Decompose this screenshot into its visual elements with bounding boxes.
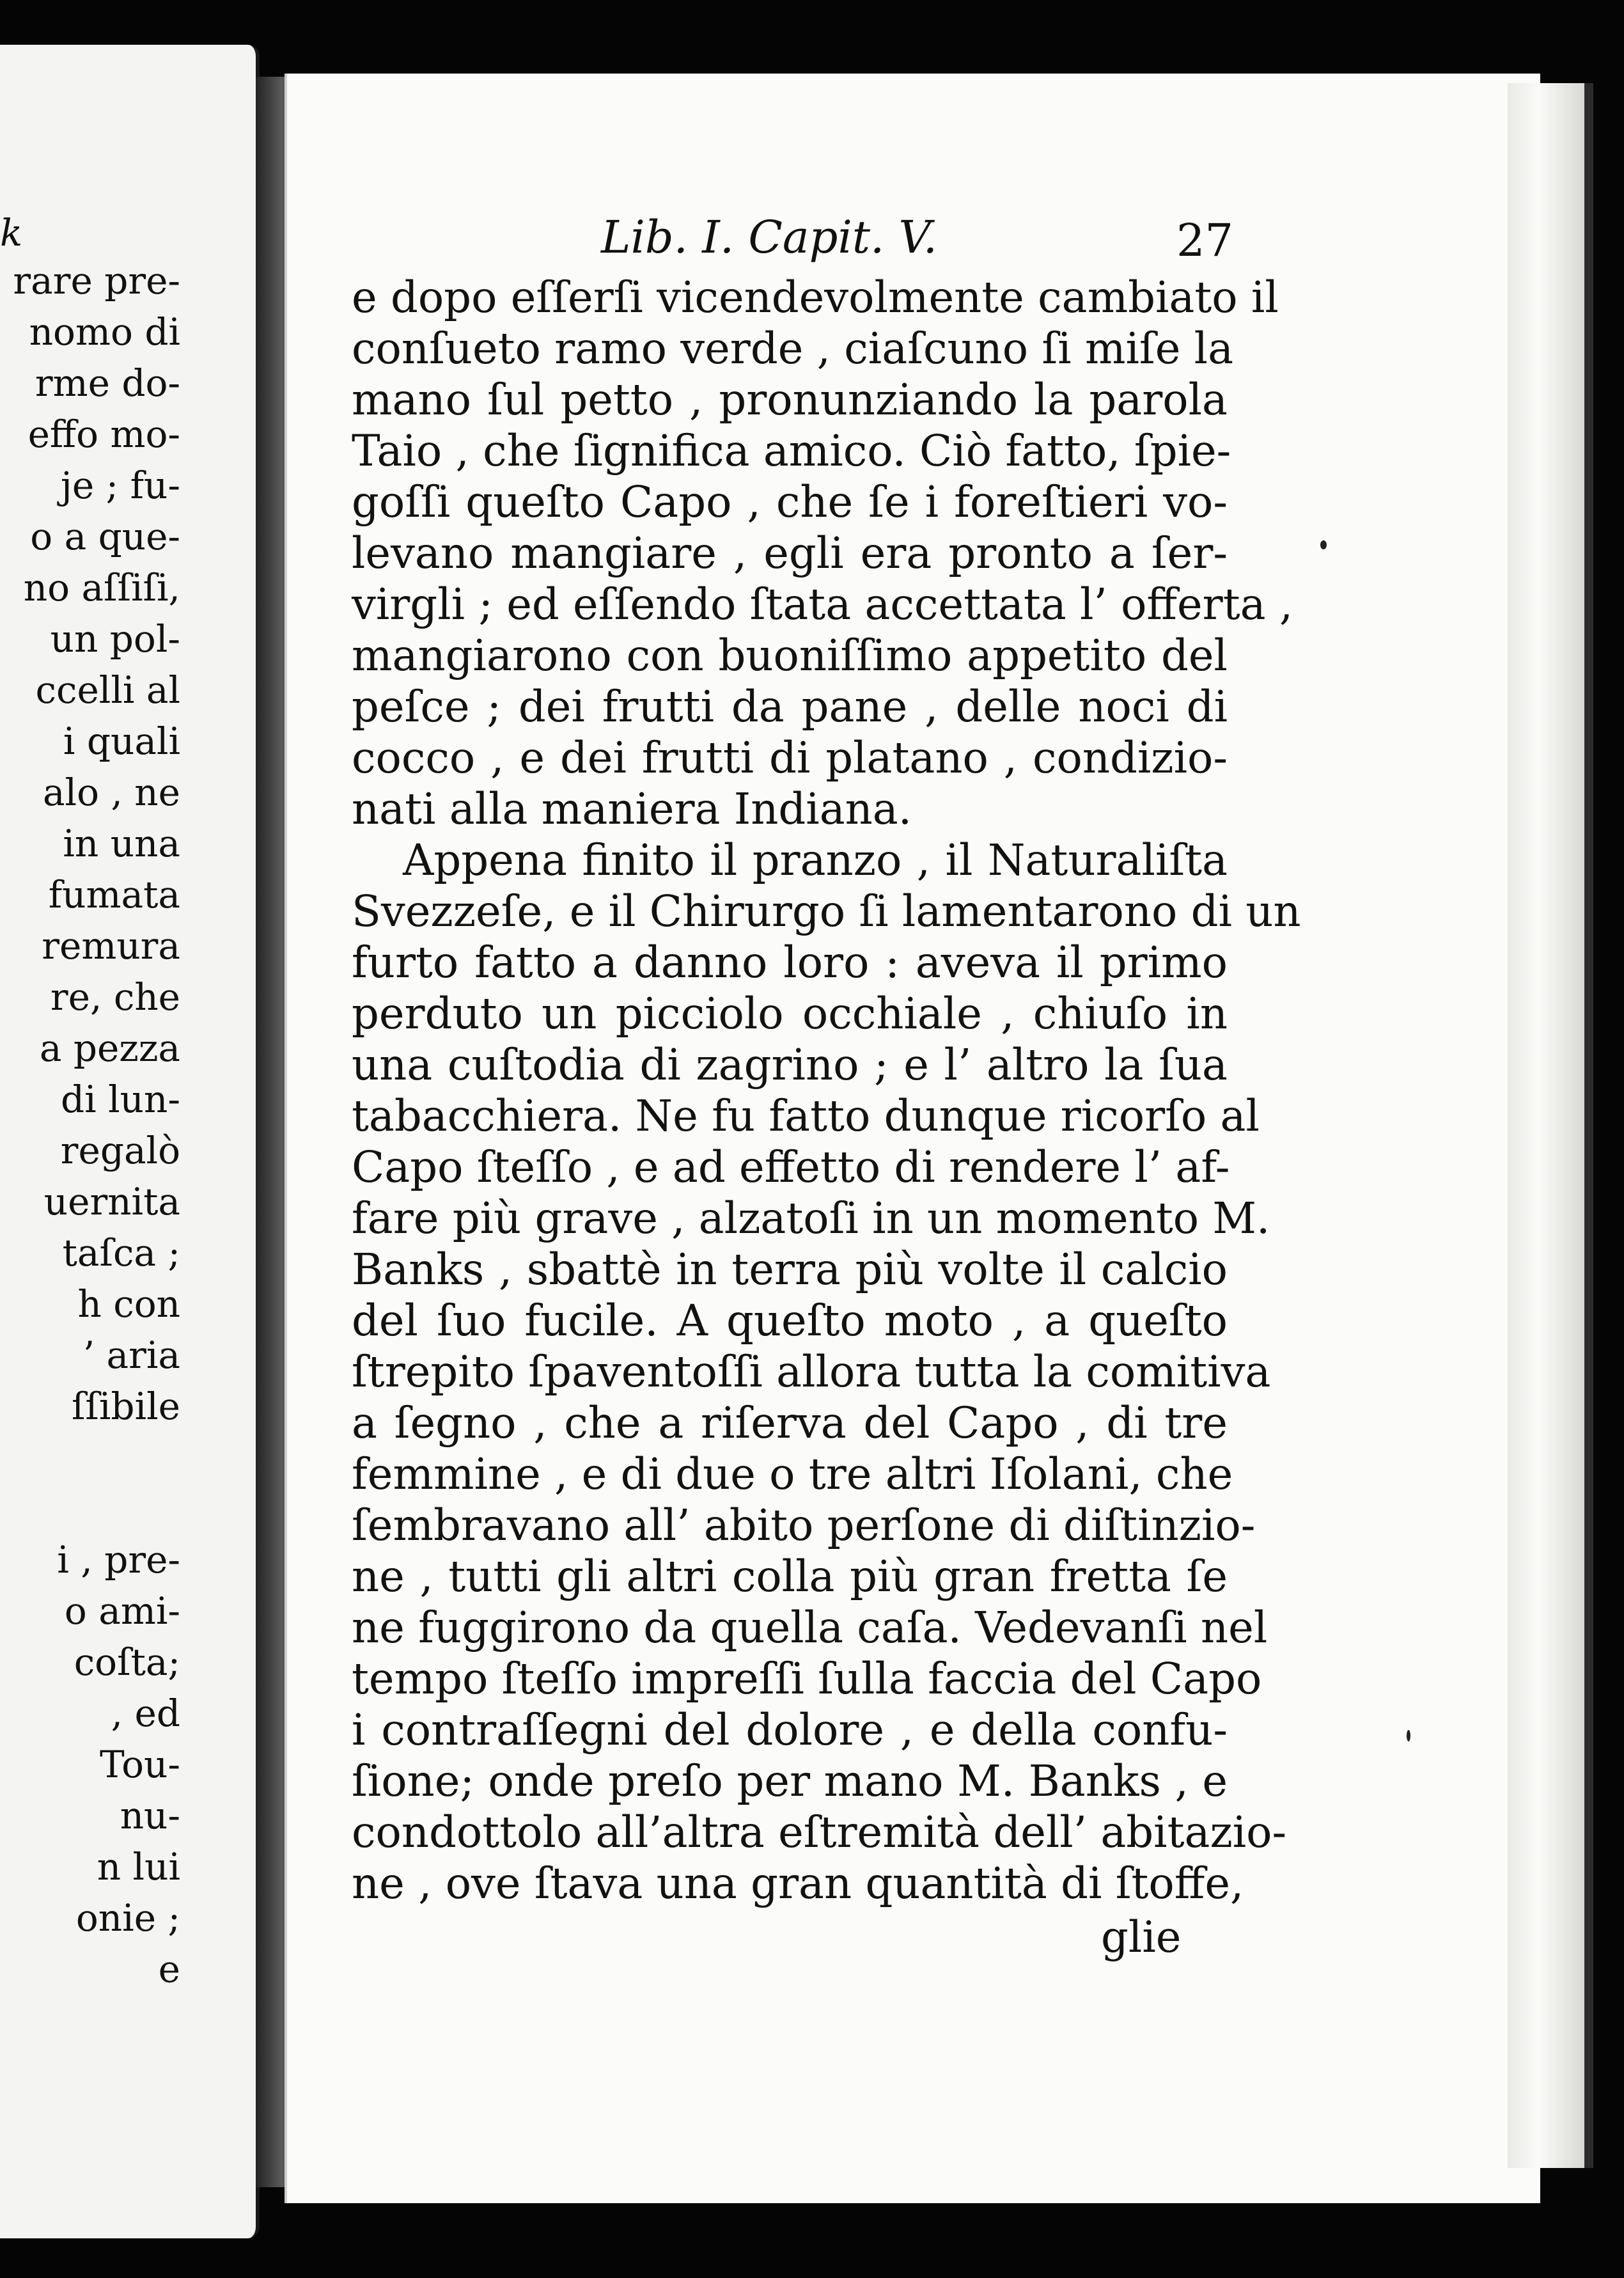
left-text-line: uernita xyxy=(43,1180,180,1223)
text-line: tempo ſteſſo impreſſi ſulla faccia del Capo xyxy=(352,1654,1262,1704)
text-line: Appena finito il pranzo , il Naturaliſta xyxy=(403,835,1228,885)
catchword: glie xyxy=(1101,1912,1182,1962)
text-line: conſueto ramo verde , ciaſcuno ſi miſe la xyxy=(352,324,1234,373)
text-line: e dopo eſſerſi vicendevolmente cambiato il xyxy=(352,272,1279,322)
left-text-line: taſca ; xyxy=(62,1231,180,1275)
left-text-line: ſſibile xyxy=(71,1385,180,1428)
text-line: virgli ; ed eſſendo ſtata accettata l’ offerta , xyxy=(352,579,1293,629)
text-line: condottolo all’altra eſtremità dell’ abitazio- xyxy=(352,1807,1287,1857)
left-text-line: k xyxy=(0,211,23,255)
text-line: mano ſul petto , pronunziando la parola xyxy=(352,375,1228,425)
left-text-line: h con xyxy=(77,1282,180,1326)
body-text xyxy=(352,272,1301,1909)
page-edge xyxy=(1508,83,1593,2168)
text-line: ſtrepito ſpaventoſſi allora tutta la comitiva xyxy=(352,1347,1271,1397)
left-text-line: di lun- xyxy=(61,1078,180,1121)
left-text-line: , ed xyxy=(111,1692,180,1735)
left-text-line: remura xyxy=(42,924,180,968)
left-text-line: coſta; xyxy=(74,1640,180,1684)
text-line: fare più grave , alzatoſi in un momento M. xyxy=(352,1193,1270,1243)
left-text-line: no aſſiſi, xyxy=(23,566,180,609)
left-page xyxy=(0,45,260,2238)
text-line: del ſuo fucile. A queſto moto , a queſto xyxy=(352,1296,1228,1346)
text-line: una cuſtodia di zagrino ; e l’ altro la ſua xyxy=(352,1040,1228,1090)
left-text-line: nu- xyxy=(120,1794,180,1837)
left-text-line: rare pre- xyxy=(13,259,180,302)
text-line: ſembravano all’ abito perſone di diſtinzio- xyxy=(352,1500,1256,1550)
text-line: ſione; onde preſo per mano M. Banks , e xyxy=(352,1756,1228,1806)
left-text-line: o ami- xyxy=(64,1589,180,1633)
left-text-line: un pol- xyxy=(50,617,180,661)
left-text-line: i quali xyxy=(63,719,180,763)
left-text-line: nomo di xyxy=(29,310,180,354)
left-text-line: in una xyxy=(63,822,180,865)
left-text-line: rme do- xyxy=(35,361,180,405)
text-line: i contraſſegni del dolore , e della confu- xyxy=(352,1705,1228,1755)
text-line: ne , tutti gli altri colla più gran fretta ſe xyxy=(352,1551,1228,1601)
text-line: mangiarono con buoniſſimo appetito del xyxy=(352,631,1228,680)
left-text-line: o a que- xyxy=(30,515,180,558)
left-text-line: a pezza xyxy=(39,1026,180,1070)
left-text-line: ccelli al xyxy=(35,668,180,712)
left-text-line: re, che xyxy=(50,975,180,1019)
text-line: perduto un picciolo occhiale , chiuſo in xyxy=(352,989,1228,1039)
left-text-line: effo mo- xyxy=(27,412,180,456)
left-text-line: fumata xyxy=(48,873,180,916)
text-line: femmine , e di due o tre altri Iſolani, che xyxy=(352,1449,1233,1499)
left-text-line: ’ aria xyxy=(82,1333,180,1377)
page-number: 27 xyxy=(1176,214,1234,267)
ink-speck xyxy=(1320,540,1327,549)
text-line: peſce ; dei frutti da pane , delle noci di xyxy=(352,682,1228,732)
left-text-line: i , pre- xyxy=(57,1538,180,1582)
text-line: furto fatto a danno loro : aveva il primo xyxy=(352,938,1228,987)
text-line: goſſi queſto Capo , che ſe i foreſtieri vo- xyxy=(352,477,1228,527)
text-line: Taio , che ſignifica amico. Ciò fatto, ſpie- xyxy=(352,426,1231,476)
text-line: a ſegno , che a riſerva del Capo , di tre xyxy=(352,1398,1228,1448)
text-line: nati alla maniera Indiana. xyxy=(352,784,912,834)
ink-speck xyxy=(1407,1730,1410,1741)
left-text-line: onie ; xyxy=(75,1896,180,1940)
left-text-line: alo , ne xyxy=(42,771,180,814)
text-line: Banks , sbattè in terra più volte il calcio xyxy=(352,1245,1228,1294)
text-line: Svezzeſe, e il Chirurgo ſi lamentarono di un xyxy=(352,886,1301,936)
left-text-line: je ; fu- xyxy=(60,464,180,507)
text-line: Capo ſteſſo , e ad effetto di rendere l’ af- xyxy=(352,1142,1230,1192)
left-text-line: n lui xyxy=(97,1845,180,1889)
text-line: ne fuggirono da quella caſa. Vedevanſi nel xyxy=(352,1603,1268,1653)
text-line: cocco , e dei frutti di platano , condizio- xyxy=(352,733,1228,783)
text-line: ne , ove ſtava una gran quantità di ſtoffe, xyxy=(352,1858,1244,1908)
running-head: Lib. I. Capit. V. xyxy=(601,211,938,263)
left-text-line: regalò xyxy=(60,1129,180,1172)
left-text-line: e xyxy=(158,1947,180,1991)
text-line: levano mangiare , egli era pronto a ſer- xyxy=(352,528,1228,578)
text-line: tabacchiera. Ne fu fatto dunque ricorſo al xyxy=(352,1091,1260,1141)
left-text-line: Tou- xyxy=(99,1743,180,1786)
